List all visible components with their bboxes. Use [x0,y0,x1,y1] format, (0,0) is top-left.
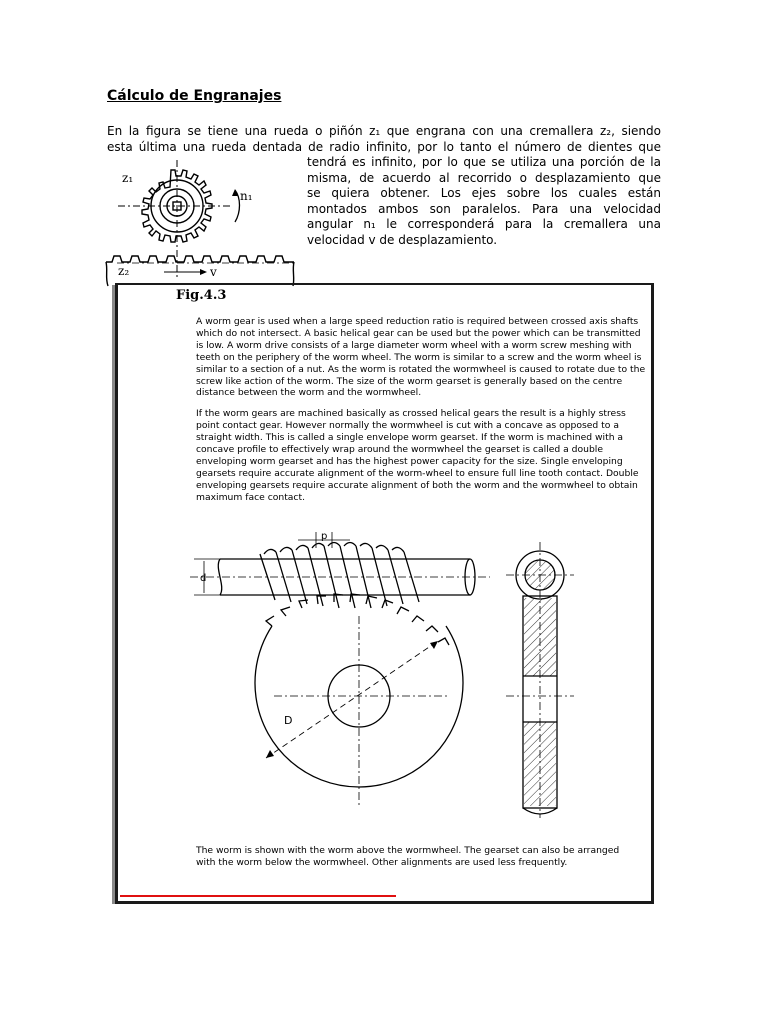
label-z2: z₂ [118,264,130,278]
label-p: p [321,531,328,542]
intro-wrap-line: se quiera obtener. Los ejes sobre los cuales están [307,186,661,200]
intro-wrap-line: angular n₁ le corresponderá para la cremallera una [307,217,661,231]
page-title: Cálculo de Engranajes [107,88,282,104]
intro-wrap-line: misma, de acuerdo al recorrido o desplazamiento que [307,170,661,185]
intro-wrap-line: velocidad v de desplazamiento. [307,232,498,247]
intro-wrap-line: tendrá es infinito, por lo que se utiliza una porción de la [307,155,661,169]
intro-line-2: esta última una rueda dentada de radio infinito, por lo tanto el número de dientes que [107,140,661,154]
worm-paragraph-2: If the worm gears are machined basically as crossed helical gears the result is a highly stress point contact gear. However normally the wormwheel is cut with a concave as opposed to a straight width. This is called a single envelope worm gearset. If the worm is machined with a concave profile to effectively wrap around the wormwheel the gearset is called a double enveloping worm gearset and has the highest power capacity for the size. Single enveloping gearsets require accurate alignment of the worm-wheel to ensure full line tooth contact. Double enveloping gearsets require accurate alignment of both the worm and the wormwheel to obtain maximum face contact. [196,408,639,503]
intro-paragraph-top [107,123,661,155]
red-underline-rule [120,895,396,897]
intro-line-1: En la figura se tiene una rueda o piñón z₁ que engrana con una cremallera z₂, siendo [107,124,661,138]
worm-figure-caption: The worm is shown with the worm above the wormwheel. The gearset can also be arranged with the worm below the wormwheel. Other alignments are used less frequently. [196,845,620,868]
rack-outline [106,256,294,262]
label-D: D [284,714,293,727]
fig-4-3-caption: Fig.4.3 [176,288,227,303]
worm-gear-drawing [180,528,620,833]
label-d: d [200,573,207,584]
label-z1: z₁ [122,171,134,185]
intro-wrap-line: montados ambos son paralelos. Para una velocidad [307,201,661,216]
label-n1: n₁ [240,189,253,203]
intro-paragraph-wrapped [307,155,661,248]
pinion-rack-figure [104,160,298,303]
worm-paragraph-1: A worm gear is used when a large speed reduction ratio is required between crossed axis shafts which do not intersect. A basic helical gear can be used but the power which can be transmitted is low. A worm drive consists of a large diameter worm wheel with a worm screw meshing with teeth on the periphery of the worm wheel. The worm is similar to a screw and the worm wheel is similar to a section of a nut. As the worm is rotated the wormwheel is caused to rotate due to the screw like action of the worm. The size of the worm gearset is generally based on the centre distance between the worm and the wormwheel. [196,316,646,399]
worm-gear-text [196,316,648,513]
label-v: v [210,265,217,279]
